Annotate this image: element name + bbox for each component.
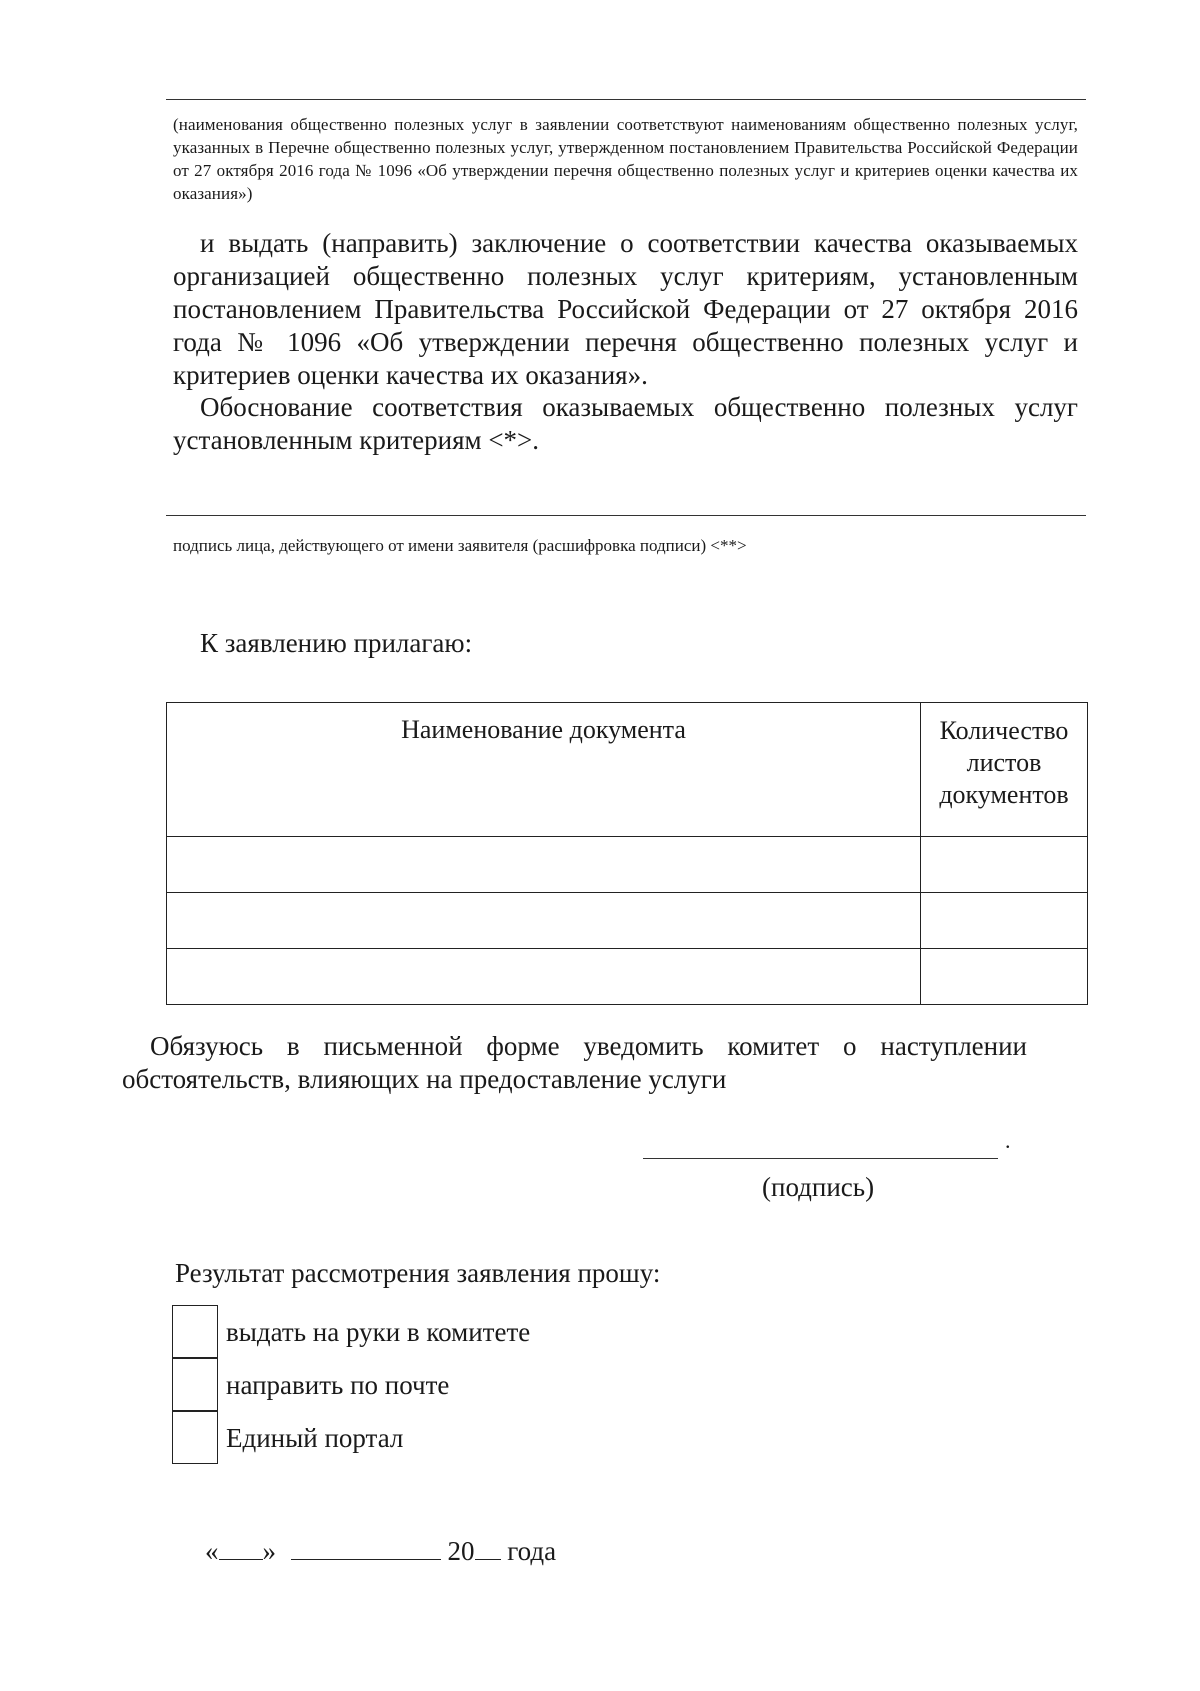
document-name-cell[interactable]	[167, 949, 921, 1005]
year-blank[interactable]	[475, 1535, 501, 1560]
commitment-signature-line[interactable]	[643, 1158, 998, 1159]
option-by-mail[interactable]	[172, 1358, 772, 1412]
document-name-cell[interactable]	[167, 837, 921, 893]
close-quote: »	[262, 1536, 276, 1566]
option-label: выдать на руки в комитете	[226, 1317, 531, 1347]
year-suffix: года	[507, 1536, 557, 1566]
justification-paragraph: Обоснование соответствия оказываемых общественно полезных услуг установленным критериям <*>.	[173, 392, 1078, 455]
signature-caption: подпись лица, действующего от имени заявителя (расшифровка подписи) <**>	[173, 536, 747, 555]
month-blank[interactable]	[291, 1535, 441, 1560]
result-title: Результат рассмотрения заявления прошу:	[175, 1258, 661, 1288]
header-note: (наименования общественно полезных услуг в заявлении соответствуют наименованиям общественно полезных услуг, указанных в Перечне общественно полезных услуг, утвержденном постановлением Правительства Российской Федерации от 27 октября 2016 года № 1096 «Об утверждении перечня общественно полезных услуг и критериев оценки качества их оказания»)	[173, 115, 1078, 203]
table-row	[167, 949, 1088, 1005]
attachments-title: К заявлению прилагаю:	[200, 628, 473, 658]
date-line	[205, 1535, 556, 1567]
option-unified-portal[interactable]	[172, 1411, 772, 1465]
option-label: направить по почте	[226, 1370, 450, 1400]
checkbox-by-mail[interactable]	[172, 1358, 218, 1411]
column-header-page-count: Количество листов документов	[921, 703, 1088, 837]
commitment-signature-caption: (подпись)	[762, 1172, 875, 1202]
page-count-cell[interactable]	[921, 837, 1088, 893]
signature-dot: .	[1005, 1128, 1011, 1153]
year-prefix: 20	[447, 1536, 475, 1566]
open-quote: «	[205, 1536, 219, 1566]
page-count-cell[interactable]	[921, 949, 1088, 1005]
top-rule	[166, 99, 1086, 100]
table-row	[167, 837, 1088, 893]
document-name-cell[interactable]	[167, 893, 921, 949]
request-paragraph: и выдать (направить) заключение о соответствии качества оказываемых организацией общественно полезных услуг критериям, установленным постановлением Правительства Российской Федерации от 27 октября 2016 года № 1096 «Об утверждении перечня общественно полезных услуг и критериев оценки качества их оказания».	[173, 228, 1078, 390]
commitment-paragraph	[122, 1030, 1027, 1096]
checkbox-unified-portal[interactable]	[172, 1411, 218, 1464]
day-blank[interactable]	[219, 1535, 263, 1560]
option-in-person[interactable]	[172, 1305, 772, 1359]
attachments-table	[166, 702, 1088, 1005]
signature-line[interactable]	[166, 515, 1086, 516]
commitment-line-1: Обязуюсь в письменной форме уведомить комитет о наступлении	[150, 1031, 1027, 1061]
checkbox-in-person[interactable]	[172, 1305, 218, 1358]
table-row	[167, 893, 1088, 949]
commitment-line-2: обстоятельств, влияющих на предоставление услуги	[122, 1064, 727, 1094]
page-count-cell[interactable]	[921, 893, 1088, 949]
column-header-document-name: Наименование документа	[167, 703, 921, 837]
table-header-row	[167, 703, 1088, 837]
option-label: Единый портал	[226, 1423, 404, 1453]
